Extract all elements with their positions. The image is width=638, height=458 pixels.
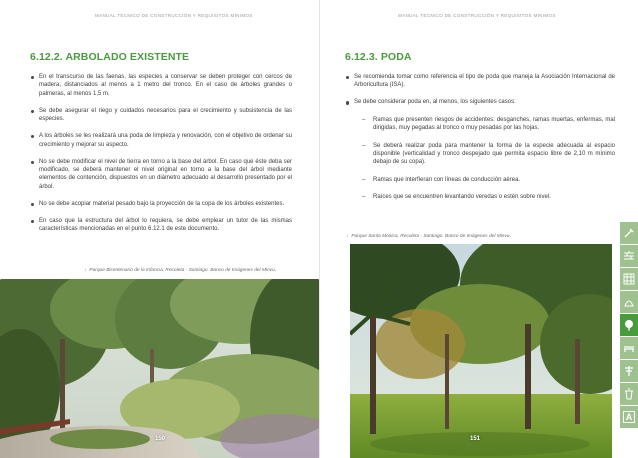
section-title: 6.12.2. ARBOLADO EXISTENTE [30,51,190,63]
tab-letter: A [623,411,636,423]
right-page [319,0,638,458]
bench-icon[interactable] [620,337,638,359]
bullet-item: A los árboles se les realizará una poda de limpieza y renovación, con el objetivo de ordenar su crecimiento y mejorar su aspecto. [30,132,292,149]
sub-item: – Se deberá realizar poda para mantener la forma de la especie adecuada al espacio disponible (verticalidad y tronco despejado que permita espacio libre de 2,10 m mínimo debajo de su copa). [360,142,615,167]
shell-icon[interactable] [620,291,638,313]
caption-text: Parque Santa Mónica, Recoleta - Santiago. Banco de Imágenes del Minvu. [351,234,511,239]
section-title: 6.12.3. PODA [345,51,412,63]
grid-icon[interactable] [620,268,638,290]
trash-bin-icon[interactable] [620,383,638,405]
bullet-item [345,98,615,201]
sub-list [354,116,615,202]
sub-item: – Ramas que interfieran con líneas de conducción aérea. [360,176,615,184]
bullet-item: Se debe asegurar el riego y cuidados necesarios para el crecimiento y subsistencia de las especies. [30,107,292,124]
bullet-item: En el transcurso de las faenas, las especies a conservar se deben proteger con cercos de madera, distanciados al menos a 1 metro del tronco. En el caso de árboles grandes o palmeras, al menos 1,5 m. [30,73,292,98]
signpost-icon[interactable] [620,360,638,382]
caption-text: Parque Bicentenario de la Infancia, Recoleta - Santiago. Banco de Imágenes del Minvu. [89,268,277,273]
park-photo [0,279,319,458]
letter-a-icon[interactable] [620,406,638,428]
bullet-item: Se recomienda tomar como referencia el tipo de poda que maneja la Asociación Internacional de Arboricultura (ISA). [345,73,615,90]
bullet-item-text: Se debe considerar poda en, al menos, los siguientes casos: [354,99,516,106]
sub-item: – Raíces que se encuentren levantando veredas o estén sobre nivel. [360,193,615,201]
caption-arrow-icon: ↓ [346,234,349,239]
bullet-list [345,73,615,211]
photo-caption [84,268,276,273]
bullet-item: No se debe acopiar material pesado bajo la proyección de la copa de los árboles existentes. [30,200,292,208]
chapter-tabs [620,222,638,429]
sub-item: – Ramas que presenten riesgos de accidentes: desganches, ramas muertas, enfermas, mal dirigidas, muy pegadas al tronco o muy pesadas por las hojas. [360,116,615,133]
page-number: 151 [470,436,481,442]
bullet-item: No se debe modificar el nivel de tierra en torno a la base del árbol. En caso que éste deba ser modificado, se deberá mantener el nivel original en torno a la base del árbol mediante elementos de contención, dispuestos en un diámetro adecuado al desarrollo presentado por el árbol. [30,158,292,192]
park-photo [350,244,612,458]
tree-icon[interactable] [620,314,638,336]
bullet-list [30,73,292,242]
running-header: MANUAL TÉCNICO DE CONSTRUCCIÓN Y REQUISITOS MÍNIMOS [398,13,556,18]
caption-arrow-icon: ↓ [84,268,87,273]
running-header: MANUAL TÉCNICO DE CONSTRUCCIÓN Y REQUISITOS MÍNIMOS [95,13,253,18]
page-number: 150 [155,436,166,442]
tools-icon[interactable] [620,222,638,244]
bullet-item: En caso que la estructura del árbol lo requiera, se debe emplear un tutor de las mismas características mencionadas en el punto 6.12.1 de este documento. [30,217,292,234]
brick-wall-icon[interactable] [620,245,638,267]
photo-caption [346,234,511,239]
